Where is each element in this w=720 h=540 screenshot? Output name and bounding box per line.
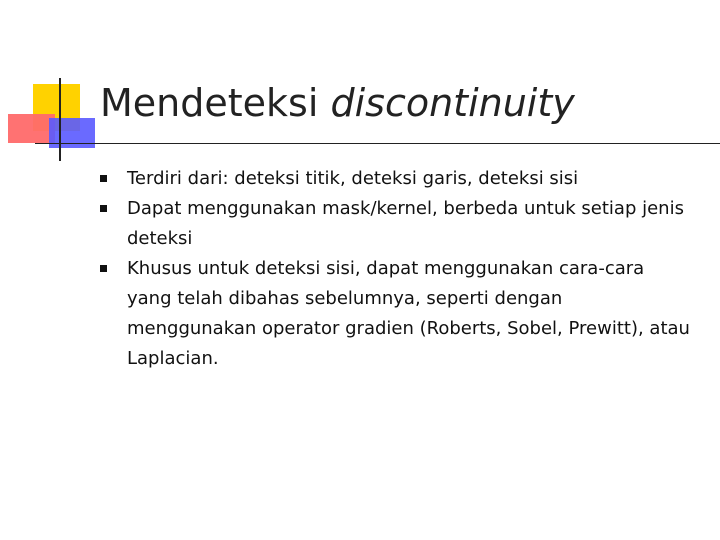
square-bullet-icon	[100, 175, 107, 182]
square-bullet-icon	[100, 265, 107, 272]
bullet-text: Dapat menggunakan mask/kernel, berbeda untuk setiap jenis deteksi	[127, 198, 684, 249]
bullet-item	[100, 194, 690, 254]
bullet-item	[100, 164, 690, 194]
logo-red-square	[8, 114, 55, 143]
square-bullet-icon	[100, 205, 107, 212]
bullet-text: Khusus untuk deteksi sisi, dapat menggunakan cara-cara yang telah dibahas sebelumnya, seperti dengan menggunakan operator gradien (Roberts, Sobel, Prewitt), atau Laplacian.	[127, 258, 690, 369]
slide-logo-decoration	[0, 0, 110, 170]
slide-title-main: Mendeteksi	[100, 81, 319, 125]
slide-title	[100, 80, 575, 126]
bullet-list	[100, 164, 690, 374]
bullet-item	[100, 254, 690, 374]
title-underline-rule	[35, 143, 720, 144]
bullet-text: Terdiri dari: deteksi titik, deteksi garis, deteksi sisi	[127, 168, 579, 189]
slide-title-italic: discontinuity	[330, 81, 575, 125]
logo-vertical-line	[59, 78, 61, 161]
